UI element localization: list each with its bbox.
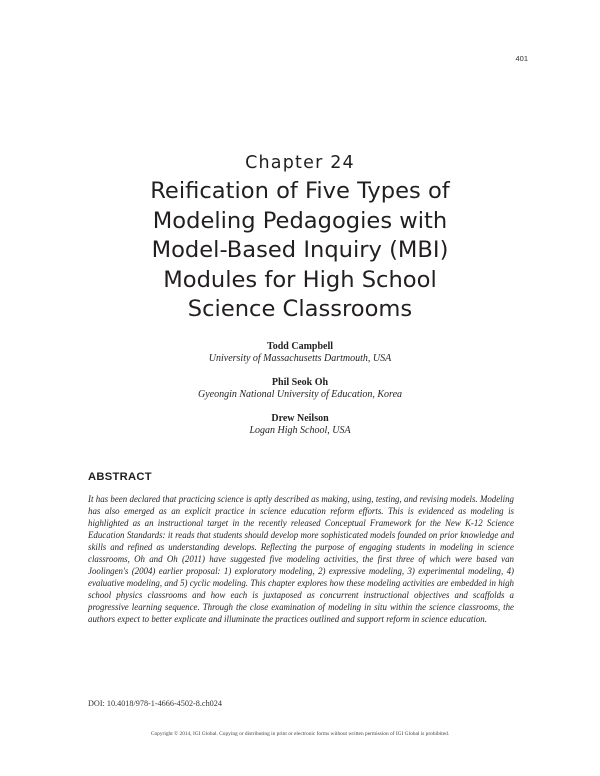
page-number: 401 [515, 54, 528, 63]
chapter-label: Chapter 24 [245, 153, 355, 173]
abstract-heading: ABSTRACT [88, 471, 152, 483]
author-affiliation: Gyeongin National University of Education, Korea [197, 389, 403, 400]
chapter-title-line: Modeling Pedagogies with [152, 207, 448, 234]
author-block [0, 413, 600, 437]
author-name: Todd Campbell [266, 341, 334, 352]
copyright-notice: Copyright © 2014, IGI Global. Copying or distributing in print or electronic forms without written permission of IGI Global is prohibited. [150, 731, 450, 737]
author-block [0, 341, 600, 365]
author-name: Phil Seok Oh [271, 377, 329, 388]
chapter-title-line: Science Classrooms [187, 296, 413, 322]
author-name: Drew Neilson [271, 413, 329, 424]
chapter-title-line: Modules for High School [163, 266, 437, 293]
author-affiliation: University of Massachusetts Dartmouth, USA [208, 353, 392, 364]
abstract-body: It has been declared that practicing science is aptly described as making, using, testing, and revising models. Modeling has also emerged as an explicit practice in science education reform efforts. This is evidenced as modeling is highlighted as an instructional target in the recently released Conceptual Framework for the New K-12 Science Education Standards: it reads that students should develop more sophisticated models founded on prior knowledge and skills and refined as understanding develops. Reflecting the purpose of engaging students in modeling in science classrooms, Oh and Oh (2011) have suggested five modeling activities, the first three of which were based van Joolingen's (2004) earlier proposal: 1) exploratory modeling, 2) expressive modeling, 3) experimental modeling, 4) evaluative modeling, and 5) cyclic modeling. This chapter explores how these modeling activities are embedded in high school physics classrooms and how each is juxtaposed as concurrent instructional objectives and scaffolds a progressive learning sequence. Through the close examination of modeling in situ within the science classrooms, the authors expect to better explicate and illuminate the practices outlined and support reform in science education. [88, 494, 514, 625]
chapter-title [70, 177, 530, 325]
author-affiliation: Logan High School, USA [249, 425, 351, 436]
chapter-title-line: Model-Based Inquiry (MBI) [151, 237, 449, 263]
author-block [0, 377, 600, 401]
chapter-title-line: Reification of Five Types of [150, 178, 450, 204]
doi-line: DOI: 10.4018/978-1-4666-4502-8.ch024 [88, 699, 222, 708]
